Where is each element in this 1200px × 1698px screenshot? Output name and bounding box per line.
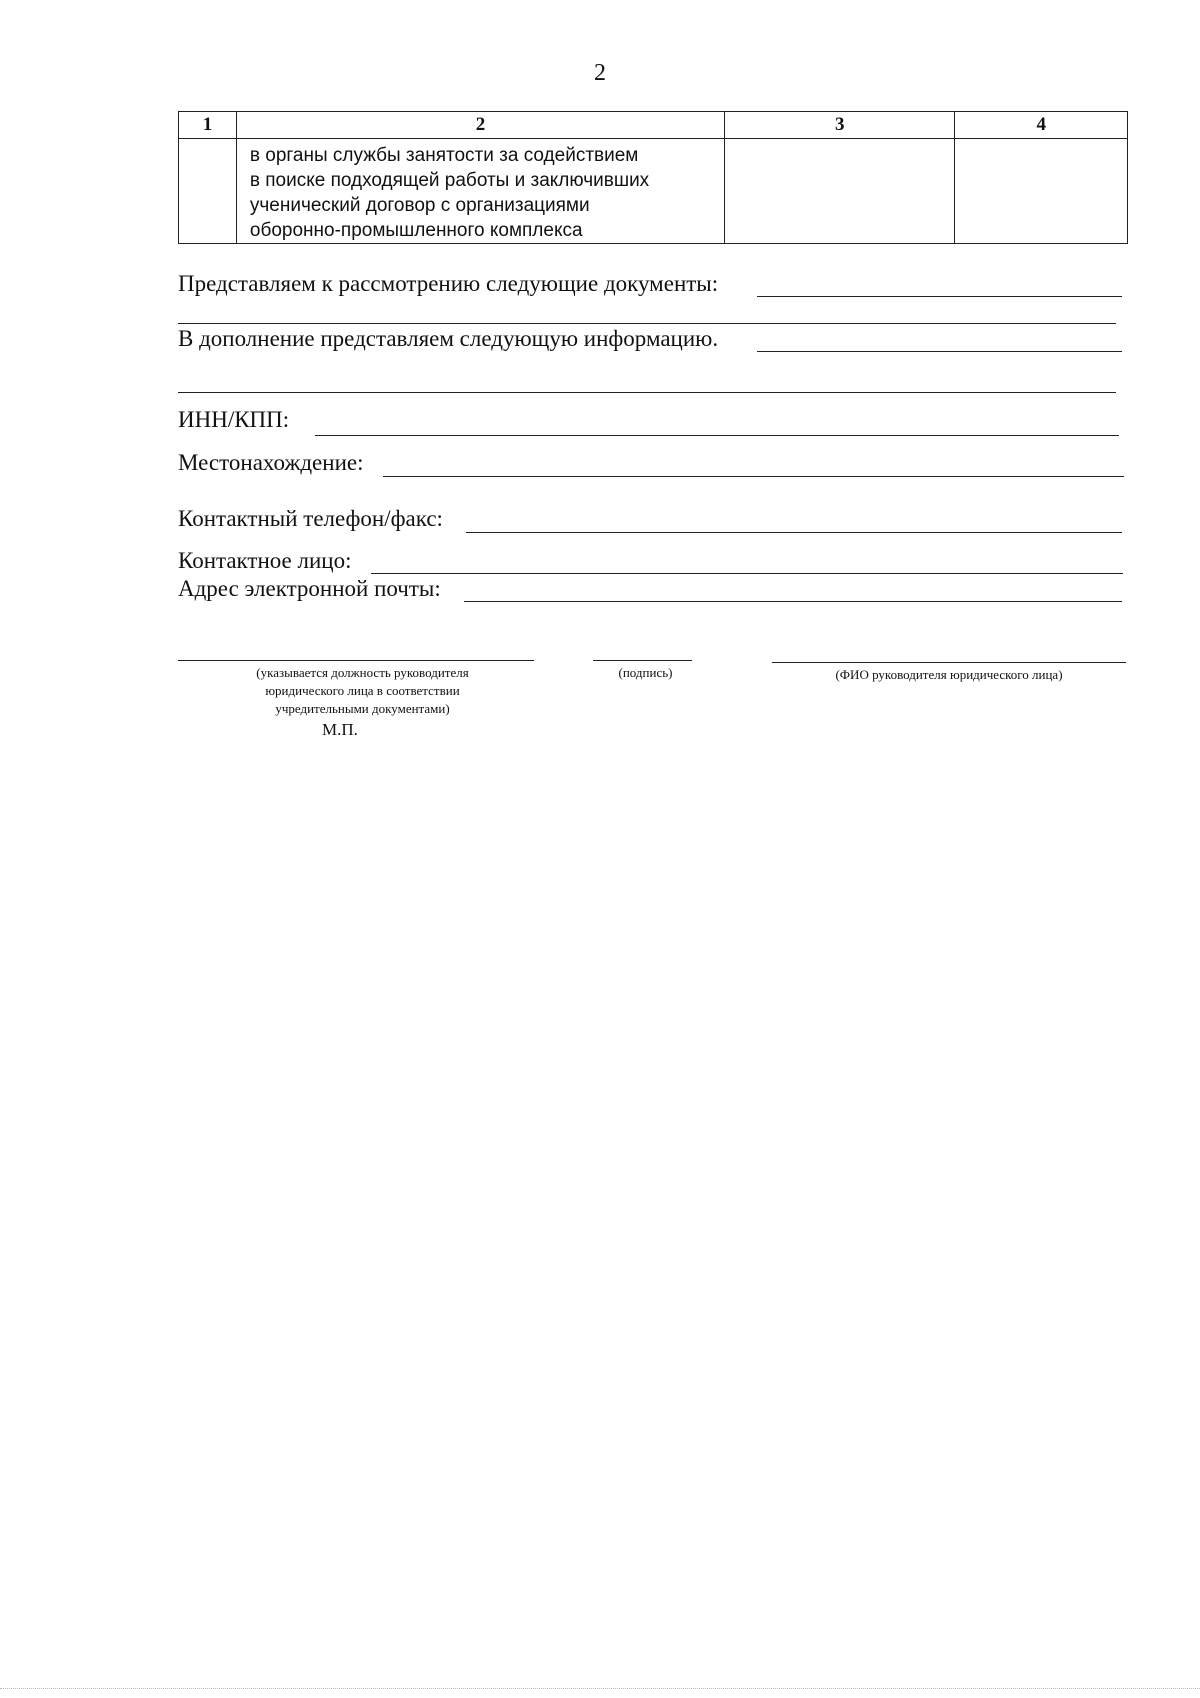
- table-header-col-3: 3: [725, 112, 955, 139]
- phone-fax-label: Контактный телефон/факс:: [178, 506, 443, 531]
- signature-line[interactable]: [593, 660, 692, 661]
- location-label: Местонахождение:: [178, 450, 364, 475]
- table-cell-col-4: [955, 139, 1128, 244]
- additional-info-field-line-2[interactable]: [178, 392, 1116, 393]
- additional-info-label: В дополнение представляем следующую информацию.: [178, 326, 719, 351]
- table-cell-line: в органы службы занятости за содействием: [249, 145, 639, 166]
- name-signature-line[interactable]: [772, 662, 1126, 663]
- email-field[interactable]: [464, 601, 1122, 602]
- email-label: Адрес электронной почты:: [178, 576, 441, 601]
- phone-fax-field[interactable]: [466, 532, 1122, 533]
- contact-person-field[interactable]: [371, 573, 1123, 574]
- table-header-col-4: 4: [955, 112, 1128, 139]
- stamp-mark: М.П.: [322, 720, 358, 739]
- documents-label: Представляем к рассмотрению следующие документы:: [178, 271, 719, 296]
- documents-field[interactable]: [757, 296, 1122, 297]
- table-cell-col-1: [179, 139, 237, 244]
- page-number: 2: [594, 60, 606, 86]
- data-table: [178, 111, 1128, 244]
- table-row: [179, 139, 1128, 244]
- position-caption: (указывается должность руководителя юридического лица в соответствии учредительными документами): [256, 665, 469, 716]
- name-caption: (ФИО руководителя юридического лица): [835, 667, 1063, 682]
- documents-field-line-2[interactable]: [178, 323, 1116, 324]
- inn-kpp-field[interactable]: [315, 435, 1119, 436]
- table-header-row: [179, 112, 1128, 139]
- location-field[interactable]: [383, 476, 1124, 477]
- contact-person-label: Контактное лицо:: [178, 548, 352, 573]
- table-cell-col-2: [236, 139, 724, 244]
- table-cell-line: в поиске подходящей работы и заключивших: [249, 170, 650, 191]
- table-header-col-2: 2: [236, 112, 724, 139]
- additional-info-field[interactable]: [757, 351, 1122, 352]
- inn-kpp-label: ИНН/КПП:: [178, 407, 290, 432]
- signature-caption: (подпись): [618, 665, 673, 680]
- table-cell-col-3: [725, 139, 955, 244]
- table-cell-line: оборонно-промышленного комплекса: [249, 220, 583, 241]
- table-header-col-1: 1: [179, 112, 237, 139]
- table-cell-line: ученический договор с организациями: [249, 195, 590, 216]
- position-signature-line[interactable]: [178, 660, 534, 661]
- scan-edge-divider: [0, 1688, 1200, 1689]
